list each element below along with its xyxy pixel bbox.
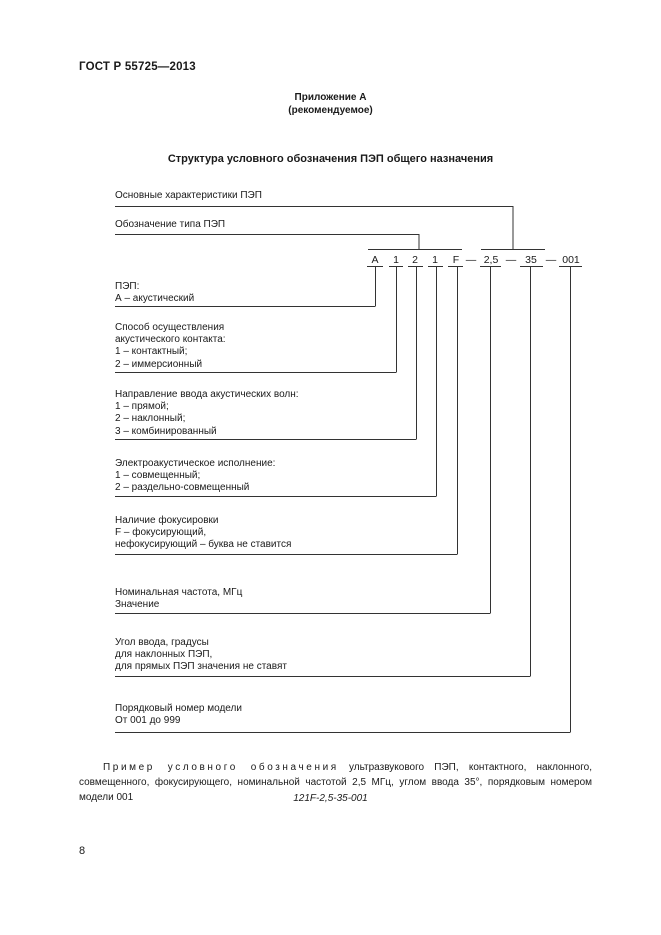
appendix-heading: Приложение А	[294, 92, 367, 103]
code-char-a: A	[371, 254, 379, 266]
code-separator: —	[545, 254, 557, 266]
legend-angle: Угол ввода, градусы для наклонных ПЭП, для прямых ПЭП значения не ставят	[115, 637, 287, 673]
page-title: Структура условного обозначения ПЭП общего назначения	[167, 153, 494, 165]
page-number: 8	[79, 845, 86, 857]
example-lead: Пример условного обозначения	[103, 762, 339, 773]
legend-model-number: Порядковый номер модели От 001 до 999	[115, 703, 242, 727]
legend-electroacoustic: Электроакустическое исполнение: 1 – совмещенный; 2 – раздельно-совмещенный	[115, 458, 276, 494]
code-separator: —	[505, 254, 517, 266]
code-char-execution: 1	[432, 254, 438, 266]
example-designation: 121F-2,5-35-001	[293, 793, 368, 804]
label-type-designation: Обозначение типа ПЭП	[115, 219, 226, 230]
code-separator: —	[465, 254, 477, 266]
code-angle: 35	[525, 254, 537, 266]
legend-frequency: Номинальная частота, МГц Значение	[115, 587, 243, 611]
appendix-note: (рекомендуемое)	[288, 105, 373, 116]
code-frequency: 2,5	[483, 254, 499, 266]
code-char-direction: 2	[412, 254, 418, 266]
code-char-focus: F	[452, 254, 460, 266]
legend-contact-method: Способ осуществления акустического контакта: 1 – контактный; 2 – иммерсионный	[115, 322, 226, 370]
example-text: ультразвукового ПЭП, контактного, наклонного, совмещенного, фокусирующего, номинальной частотой 2,5 МГц, углом ввода 35°, порядковым номером модели 001	[79, 762, 592, 803]
standard-number: ГОСТ Р 55725—2013	[79, 61, 196, 73]
legend-focusing: Наличие фокусировки F – фокусирующий, нефокусирующий – буква не ставится	[115, 515, 292, 551]
code-model-number: 001	[562, 254, 580, 266]
legend-wave-direction: Направление ввода акустических волн: 1 – прямой; 2 – наклонный; 3 – комбинированный	[115, 389, 299, 437]
label-main-characteristics: Основные характеристики ПЭП	[115, 190, 262, 201]
code-char-contact: 1	[393, 254, 399, 266]
legend-transducer-type: ПЭП: А – акустический	[115, 281, 195, 305]
